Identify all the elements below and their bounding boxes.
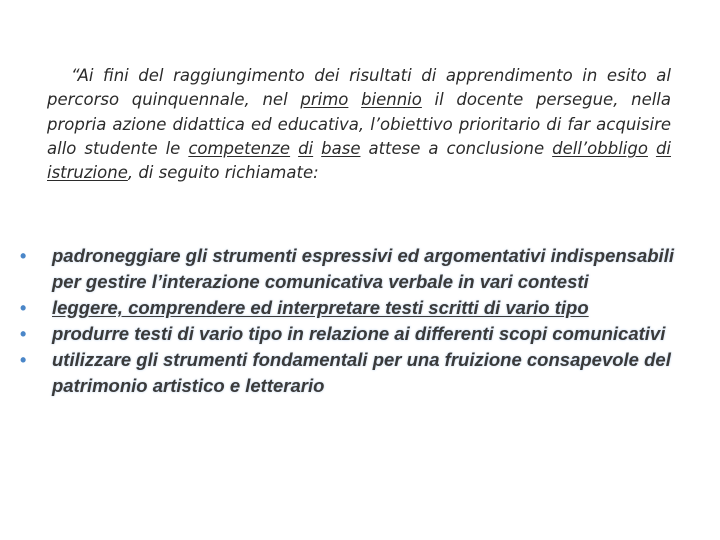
bullet-icon: • bbox=[20, 246, 27, 266]
list-item bbox=[20, 347, 680, 399]
underlined-term: biennio bbox=[361, 90, 422, 110]
list-item bbox=[20, 321, 680, 347]
opening-quote-mark: “ bbox=[71, 66, 78, 85]
list-item-text: produrre testi di vario tipo in relazione ai differenti scopi comunicativi bbox=[52, 323, 666, 344]
underlined-term: primo bbox=[300, 90, 349, 110]
bullet-icon: • bbox=[20, 298, 27, 318]
quote-text: il docente persegue, nella propria azione didattica ed educativa, l’obiettivo prioritario di far acquisire allo studente le bbox=[47, 90, 672, 158]
quote-text: Ai fini del raggiungimento dei risultati di apprendimento in esito al percorso quinquennale, nel bbox=[47, 66, 671, 110]
list-item bbox=[20, 243, 680, 295]
underlined-term: di bbox=[298, 138, 314, 158]
underlined-term: dell’obbligo bbox=[552, 138, 648, 158]
list-item bbox=[20, 295, 680, 321]
underlined-term: competenze bbox=[188, 138, 291, 158]
underlined-term: di bbox=[655, 138, 672, 158]
list-item-text: leggere, comprendere ed interpretare testi scritti di vario tipo bbox=[52, 297, 589, 318]
underlined-term: base bbox=[321, 138, 361, 158]
list-item-text: utilizzare gli strumenti fondamentali per una fruizione consapevole del patrimonio artistico e letterario bbox=[52, 349, 671, 396]
bullet-icon: • bbox=[20, 350, 27, 370]
list-item-text: padroneggiare gli strumenti espressivi ed argomentativi indispensabili per gestire l’interazione comunicativa verbale in vari contesti bbox=[52, 245, 674, 292]
competence-list bbox=[20, 243, 680, 399]
underlined-term: istruzione bbox=[47, 163, 128, 183]
quote-text: attese a conclusione bbox=[360, 138, 553, 158]
intro-quote bbox=[47, 64, 671, 185]
quote-text: , di seguito richiamate: bbox=[127, 163, 319, 183]
bullet-icon: • bbox=[20, 324, 27, 344]
